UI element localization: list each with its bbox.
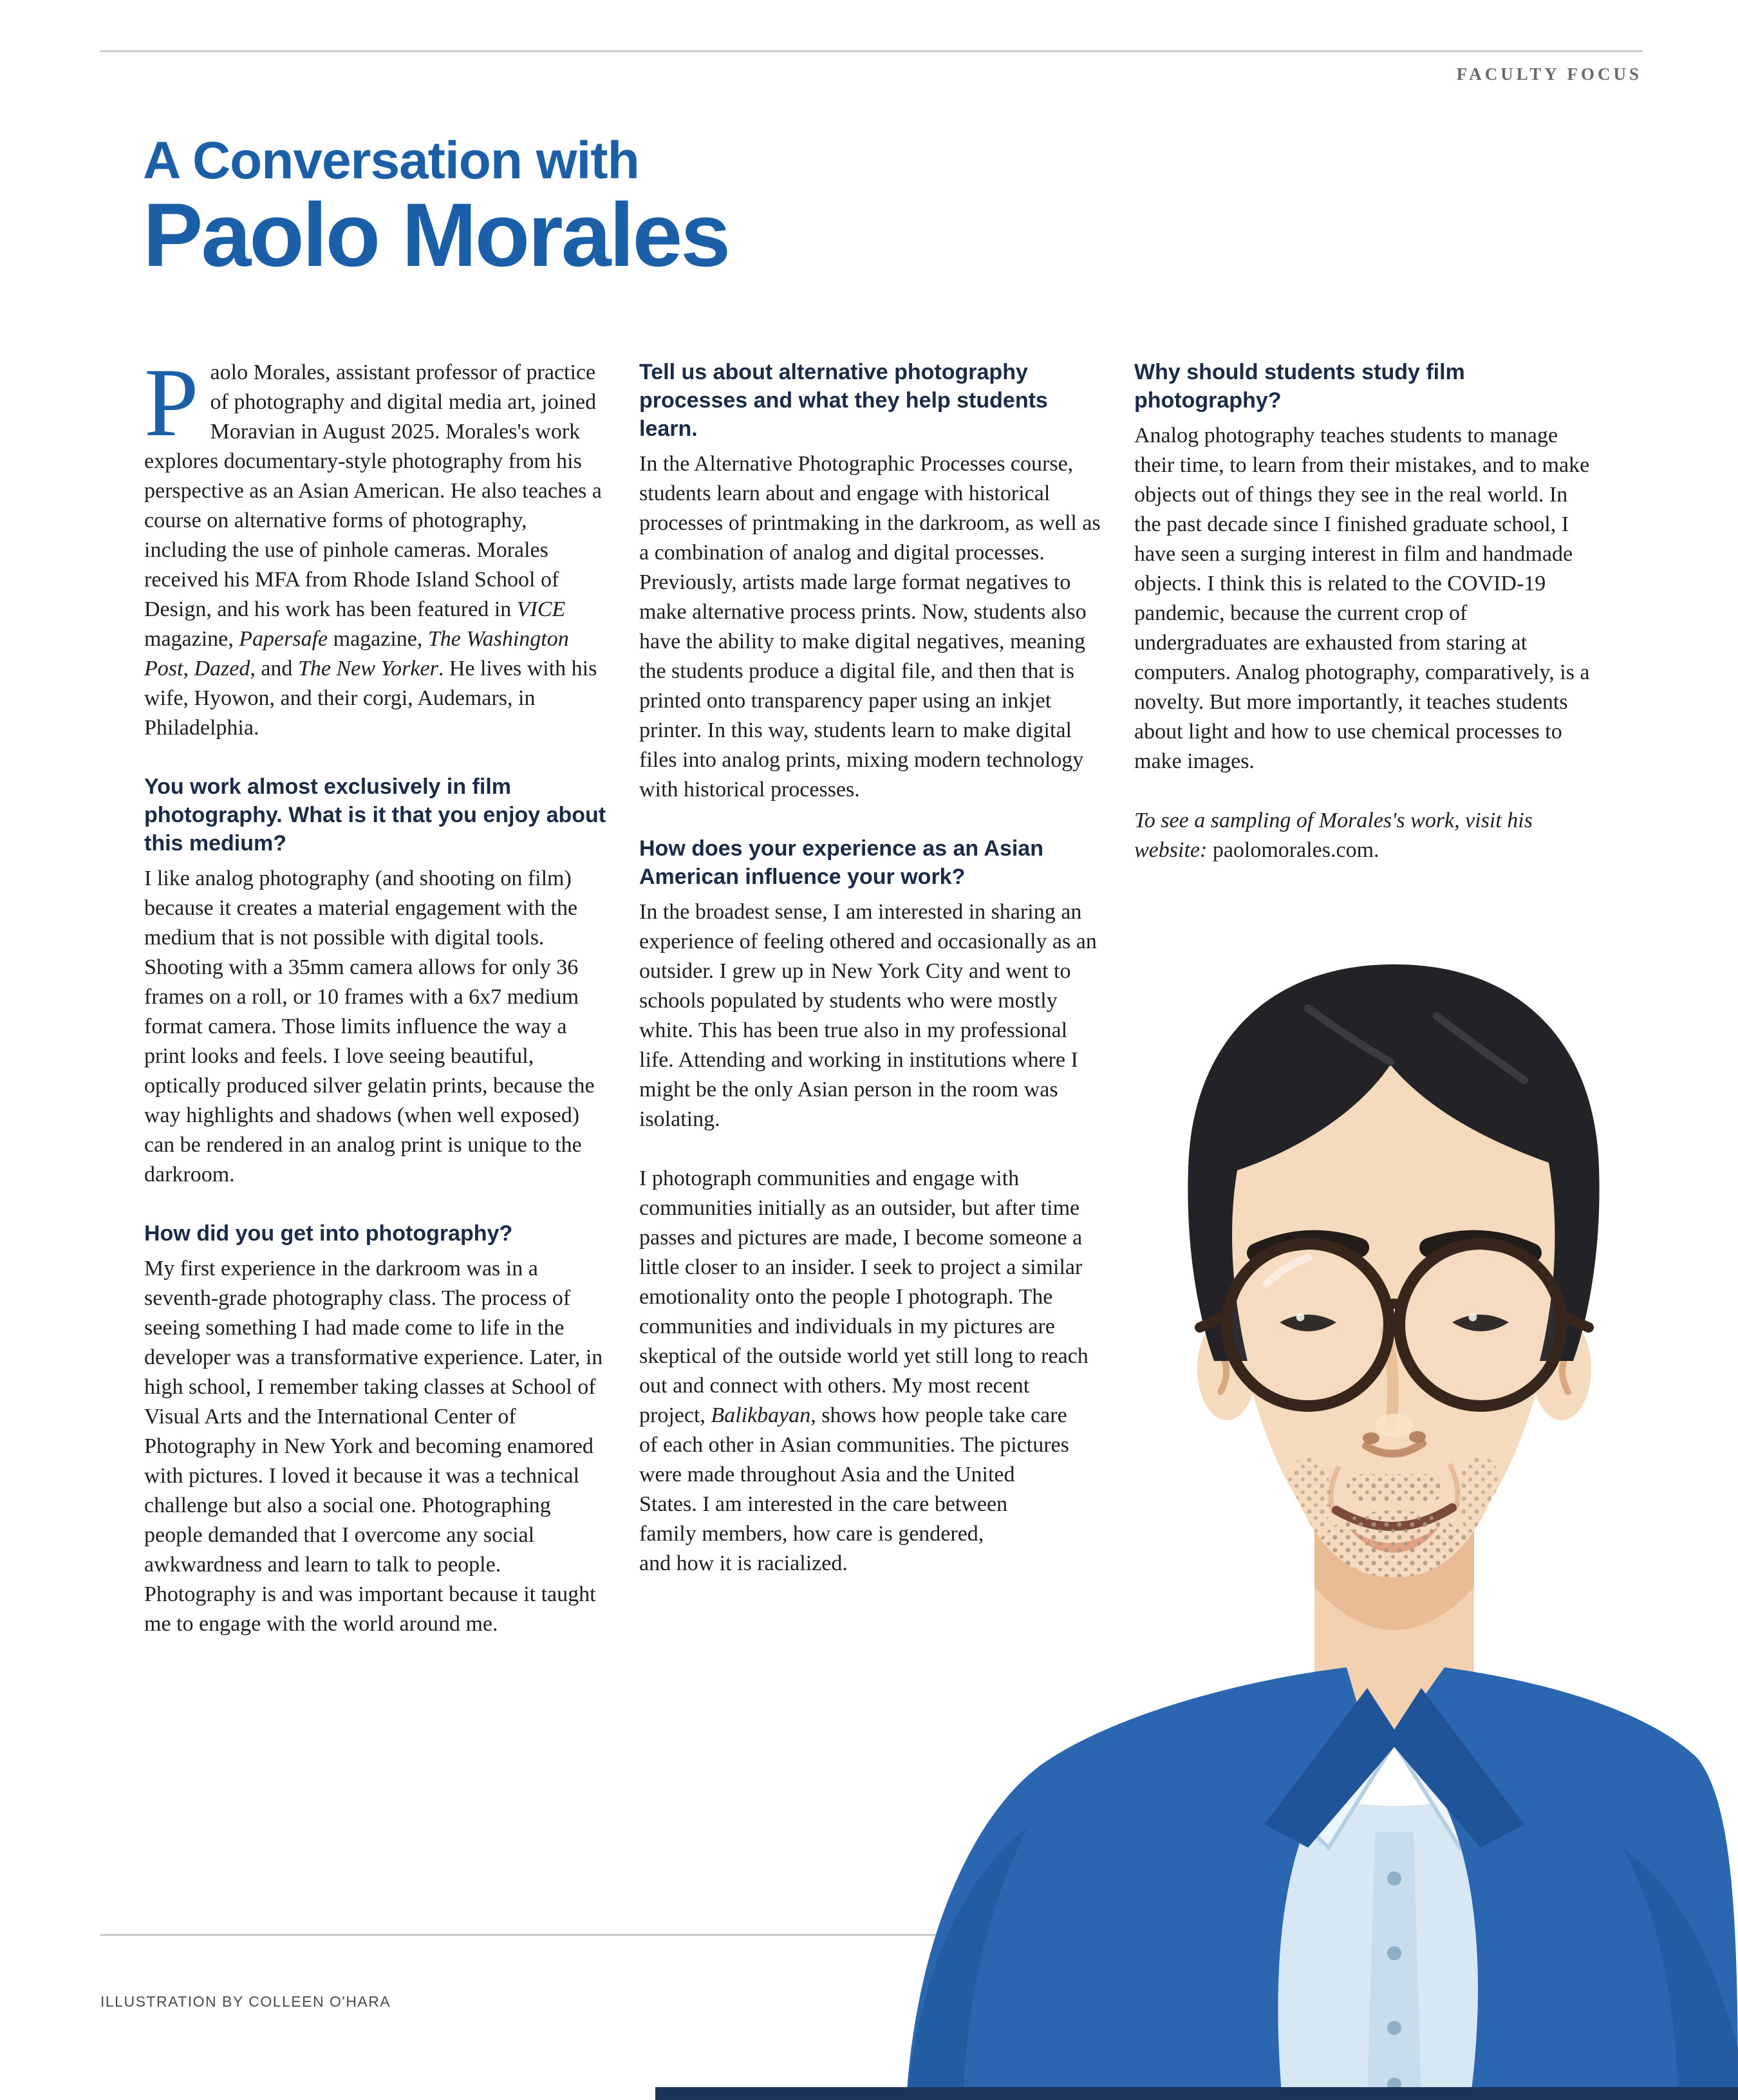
- drop-cap: P: [144, 348, 199, 456]
- body-paragraph: I like analog photography (and shooting on film) because it creates a material engagement with the medium that is not possible with digital tools. Shooting with a 35mm camera allows for only 36 frames on a roll, or 10 frames with a 6x7 medium format camera. Those limits influence the way a print looks and feels. I love seeing beautiful, optically produced silver gelatin prints, because the way highlights and shadows (when well exposed) can be rendered in an analog print is unique to the darkroom.: [144, 867, 595, 1186]
- top-rule: [100, 50, 1643, 52]
- illustration-credit: ILLUSTRATION BY COLLEEN O'HARA: [100, 1993, 391, 2010]
- article-title: [143, 131, 729, 285]
- question-heading: How does your experience as an Asian American influence your work?: [639, 836, 1043, 889]
- portrait-illustration: [855, 915, 1738, 2100]
- body-paragraph: In the Alternative Photographic Processes course, students learn about and engage with historical processes of printmaking in the darkroom, as well as a combination of analog and digital processes. Previously, artists made large format negatives to make alternative process prints. Now, students also have the ability to make digital negatives, meaning the students produce a digital file, and then that is printed onto transparency paper using an inkjet printer. In this way, students learn to make digital files into analog prints, mixing modern technology with historical processes.: [639, 452, 1101, 802]
- column-1: [144, 348, 608, 1743]
- question-heading: Why should students study film photography?: [1134, 360, 1465, 413]
- article-title-line2: Paolo Morales: [143, 184, 729, 285]
- article-title-line1: A Conversation with: [143, 131, 639, 190]
- body-paragraph: Analog photography teaches students to manage their time, to learn from their mistakes, and to make objects out of things they see in the real world. In the past decade since I finished graduate school, I have seen a surging interest in film and handmade objects. I think this is related to the COVID-19 pandemic, because the current crop of undergraduates are exhausted from staring at computers. Analog photography, comparatively, is a novelty. But more importantly, it teaches students about light and how to use chemical processes to make images.: [1134, 424, 1590, 773]
- intro-paragraph: Paolo Morales, assistant professor of practice of photography and digital media art, joined Moravian in August 2025. Morales's work explores documentary-style photography from his perspective as an Asian American. He also teaches a course on alternative forms of photography, including the use of pinhole cameras. Morales received his MFA from Rhode Island School of Design, and his work has been featured in VICE magazine, Papersafe magazine, The Washington Post, Dazed, and The New Yorker. He lives with his wife, Hyowon, and their corgi, Audemars, in Philadelphia.: [144, 348, 602, 740]
- website-url: paolomorales.com.: [1212, 838, 1379, 862]
- body-paragraph: I photograph communities and engage with communities initially as an outsider, but after time passes and pictures are made, I become someone a little closer to an insider. I seek to project a similar emotionality onto the people I photograph. The communities and individuals in my pictures are skeptical of the outside world yet still long to reach out and connect with others. My most recent project, Balikbayan, shows how people take care of each other in Asian communities. The pictures were made throughout Asia and the United States. I am interested in the care between family members, how care is gendered, and how it is racialized.: [639, 1164, 1103, 1579]
- bottom-accent-band: [655, 2087, 1738, 2100]
- portrait-svg: [855, 915, 1738, 2100]
- question-heading: How did you get into photography?: [144, 1221, 513, 1246]
- section-kicker: FACULTY FOCUS: [1456, 64, 1642, 84]
- body-paragraph: In the broadest sense, I am interested in sharing an experience of feeling othered and occasionally as an outsider. I grew up in New York City and went to schools populated by students who were mostly white. This has been true also in my professional life. Attending and working in institutions where I might be the only Asian person in the room was isolating.: [639, 900, 1097, 1131]
- question-heading: You work almost exclusively in film photography. What is it that you enjoy about this medium?: [144, 774, 606, 856]
- question-heading: Tell us about alternative photography processes and what they help students learn.: [639, 360, 1048, 441]
- closing-note: To see a sampling of Morales's work, visit his website: paolomorales.com.: [1134, 809, 1533, 862]
- body-paragraph: My first experience in the darkroom was in a seventh-grade photography class. The process of seeing something I had made come to life in the developer was a transformative experience. Later, in high school, I remember taking classes at School of Visual Arts and the International Center of Photography in New York and becoming enamored with pictures. I loved it because it was a technical challenge but also a social one. Photographing people demanded that I overcome any social awkwardness and learn to talk to people. Photography is and was important because it taught me to engage with the world around me.: [144, 1257, 603, 1636]
